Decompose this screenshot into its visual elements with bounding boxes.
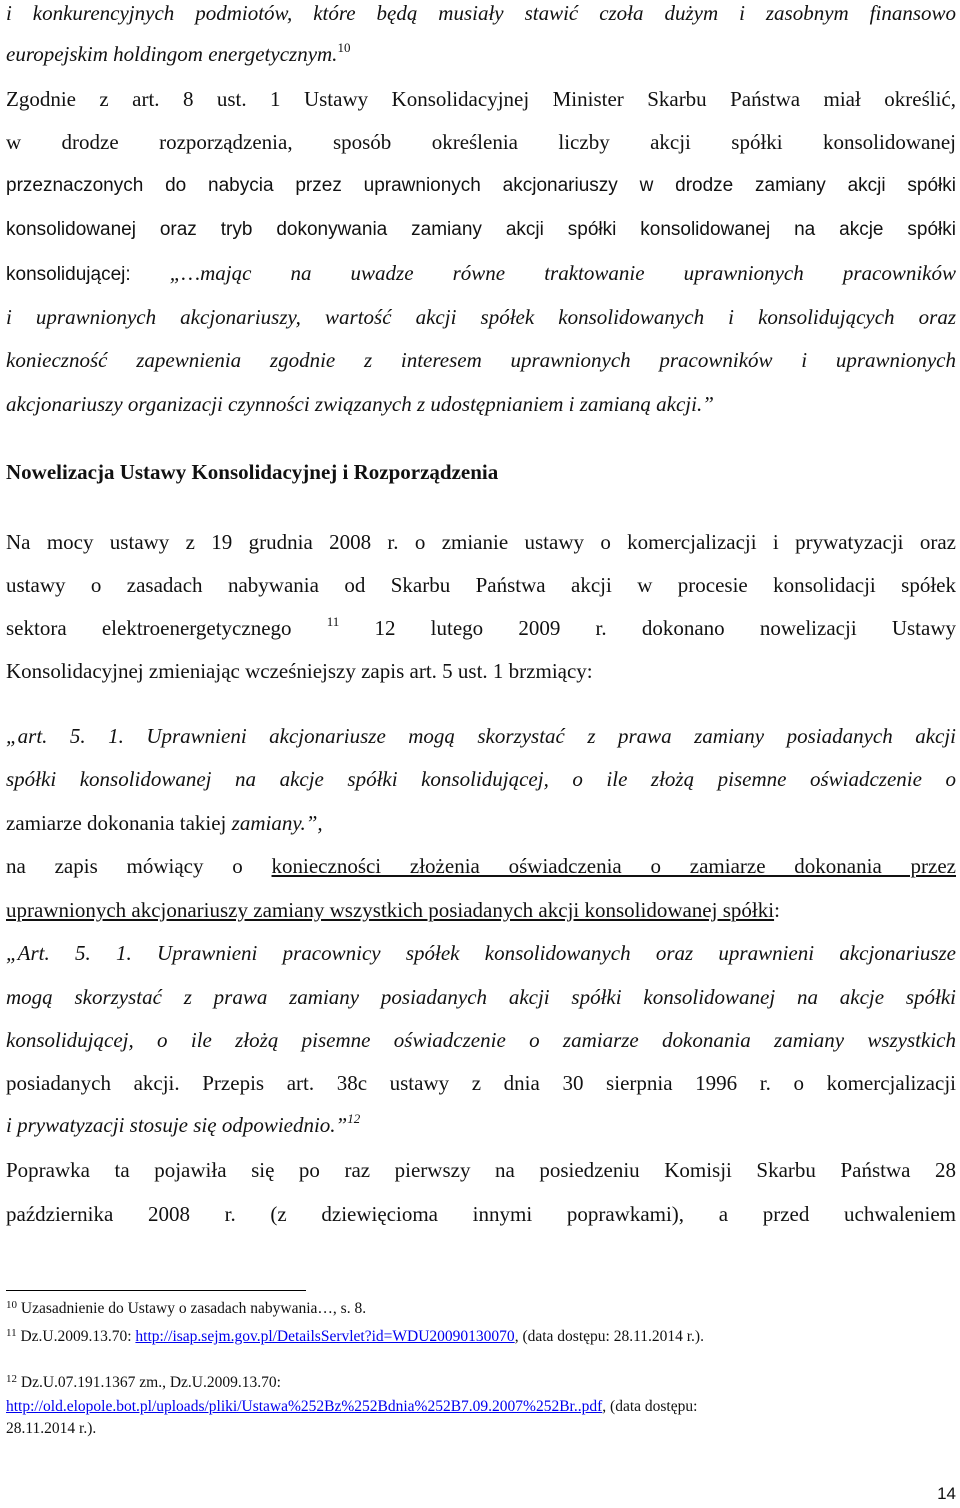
page-number: 14 [937, 1484, 956, 1503]
text-line: „art. 5. 1. Uprawnieni akcjonariusze mogą skorzystać z prawa zamiany posiadanych akcji [6, 724, 956, 748]
footnote-11-link[interactable]: http://isap.sejm.gov.pl/DetailsServlet?id=WDU20090130070 [135, 1328, 515, 1345]
text-line: i uprawnionych akcjonariuszy, wartość akcji spółek konsolidowanych i konsolidujących oraz [6, 305, 956, 329]
text-line: zamiarze dokonania takiej zamiany.”, [6, 811, 323, 835]
text-line: ustawy o zasadach nabywania od Skarbu Państwa akcji w procesie konsolidacji spółek [6, 573, 956, 597]
text-line: mogą skorzystać z prawa zamiany posiadanych akcji spółki konsolidowanej na akcje spółki [6, 985, 956, 1009]
footnote-divider [6, 1290, 306, 1291]
text-line: konsolidowanej oraz tryb dokonywania zamiany akcji spółki konsolidowanej na akcje spółki [6, 219, 956, 240]
text-line: października 2008 r. (z dziewięcioma innymi poprawkami), a przed uchwaleniem [6, 1202, 956, 1226]
footnote-12-link[interactable]: http://old.elopole.bot.pl/uploads/pliki/Ustawa%252Bz%252Bdnia%252B7.09.2007%252Br..pdf [6, 1398, 603, 1415]
text-line: sektora elektroenergetycznego $^{11}$ 12 lutego 2009 r. dokonano nowelizacji Ustawy [6, 614, 957, 640]
text-line: spółki konsolidowanej na akcje spółki konsolidującej, o ile złożą pisemne oświadczenie o [6, 767, 956, 791]
text-line: w drodze rozporządzenia, sposób określenia liczby akcji spółki konsolidowanej [6, 130, 956, 154]
footnote-11: $^{11}$ Dz.U.2009.13.70: http://isap.sejm.gov.pl/DetailsServlet?id=WDU20090130070, (data dostępu: 28.11.2014 r.). [6, 1327, 704, 1345]
text-line: przeznaczonych do nabycia przez uprawnionych akcjonariuszy w drodze zamiany akcji spółki [6, 175, 956, 196]
text-line: i prywatyzacji stosuje się odpowiednio.”$^{12}$ [6, 1111, 361, 1137]
text-line: akcjonariuszy organizacji czynności związanych z udostępnianiem i zamianą akcji.” [6, 392, 714, 416]
footnote-ref-11[interactable]: 11 [326, 614, 340, 629]
text-line: konsolidującej: „…mając na uwadze równe traktowanie uprawnionych pracowników [6, 261, 956, 285]
section-heading: Nowelizacja Ustawy Konsolidacyjnej i Rozporządzenia [6, 460, 499, 484]
text-line: uprawnionych akcjonariuszy zamiany wszystkich posiadanych akcji konsolidowanej spółki: [6, 898, 780, 922]
footnote-12-line2: http://old.elopole.bot.pl/uploads/pliki/Ustawa%252Bz%252Bdnia%252B7.09.2007%252Br..pdf, (data dostępu: [6, 1398, 698, 1415]
text-line: europejskim holdingom energetycznym.$^{10}$ [6, 40, 351, 66]
text-line: Zgodnie z art. 8 ust. 1 Ustawy Konsolidacyjnej Minister Skarbu Państwa miał określić, [6, 87, 956, 111]
footnote-12: $^{12}$ Dz.U.07.191.1367 zm., Dz.U.2009.13.70: [6, 1373, 281, 1391]
footnote-12-line3: 28.11.2014 r.). [6, 1420, 97, 1437]
text-line: Poprawka ta pojawiła się po raz pierwszy na posiedzeniu Komisji Skarbu Państwa 28 [6, 1158, 956, 1182]
footnote-ref-10[interactable]: 10 [337, 40, 351, 55]
text-line: „Art. 5. 1. Uprawnieni pracownicy spółek konsolidowanych oraz uprawnieni akcjonariusze [6, 941, 956, 965]
text-line: konsolidującej, o ile złożą pisemne oświadczenie o zamiarze dokonania zamiany wszystkich [6, 1028, 956, 1052]
text-line: i konkurencyjnych podmiotów, które będą musiały stawić czoła dużym i zasobnym finansowo [6, 1, 956, 25]
text-line: Konsolidacyjnej zmieniając wcześniejszy zapis art. 5 ust. 1 brzmiący: [6, 659, 593, 683]
text-line: na zapis mówiący o konieczności złożenia oświadczenia o zamiarze dokonania przez [6, 854, 956, 878]
footnote-10: $^{10}$ Uzasadnienie do Ustawy o zasadach nabywania…, s. 8. [6, 1299, 367, 1317]
text-line: Na mocy ustawy z 19 grudnia 2008 r. o zmianie ustawy o komercjalizacji i prywatyzacji oraz [6, 530, 956, 554]
text-line: posiadanych akcji. Przepis art. 38c ustawy z dnia 30 sierpnia 1996 r. o komercjalizacji [6, 1071, 956, 1095]
footnote-ref-12[interactable]: 12 [347, 1111, 361, 1126]
text-line: konieczność zapewnienia zgodnie z interesem uprawnionych pracowników i uprawnionych [6, 348, 956, 372]
